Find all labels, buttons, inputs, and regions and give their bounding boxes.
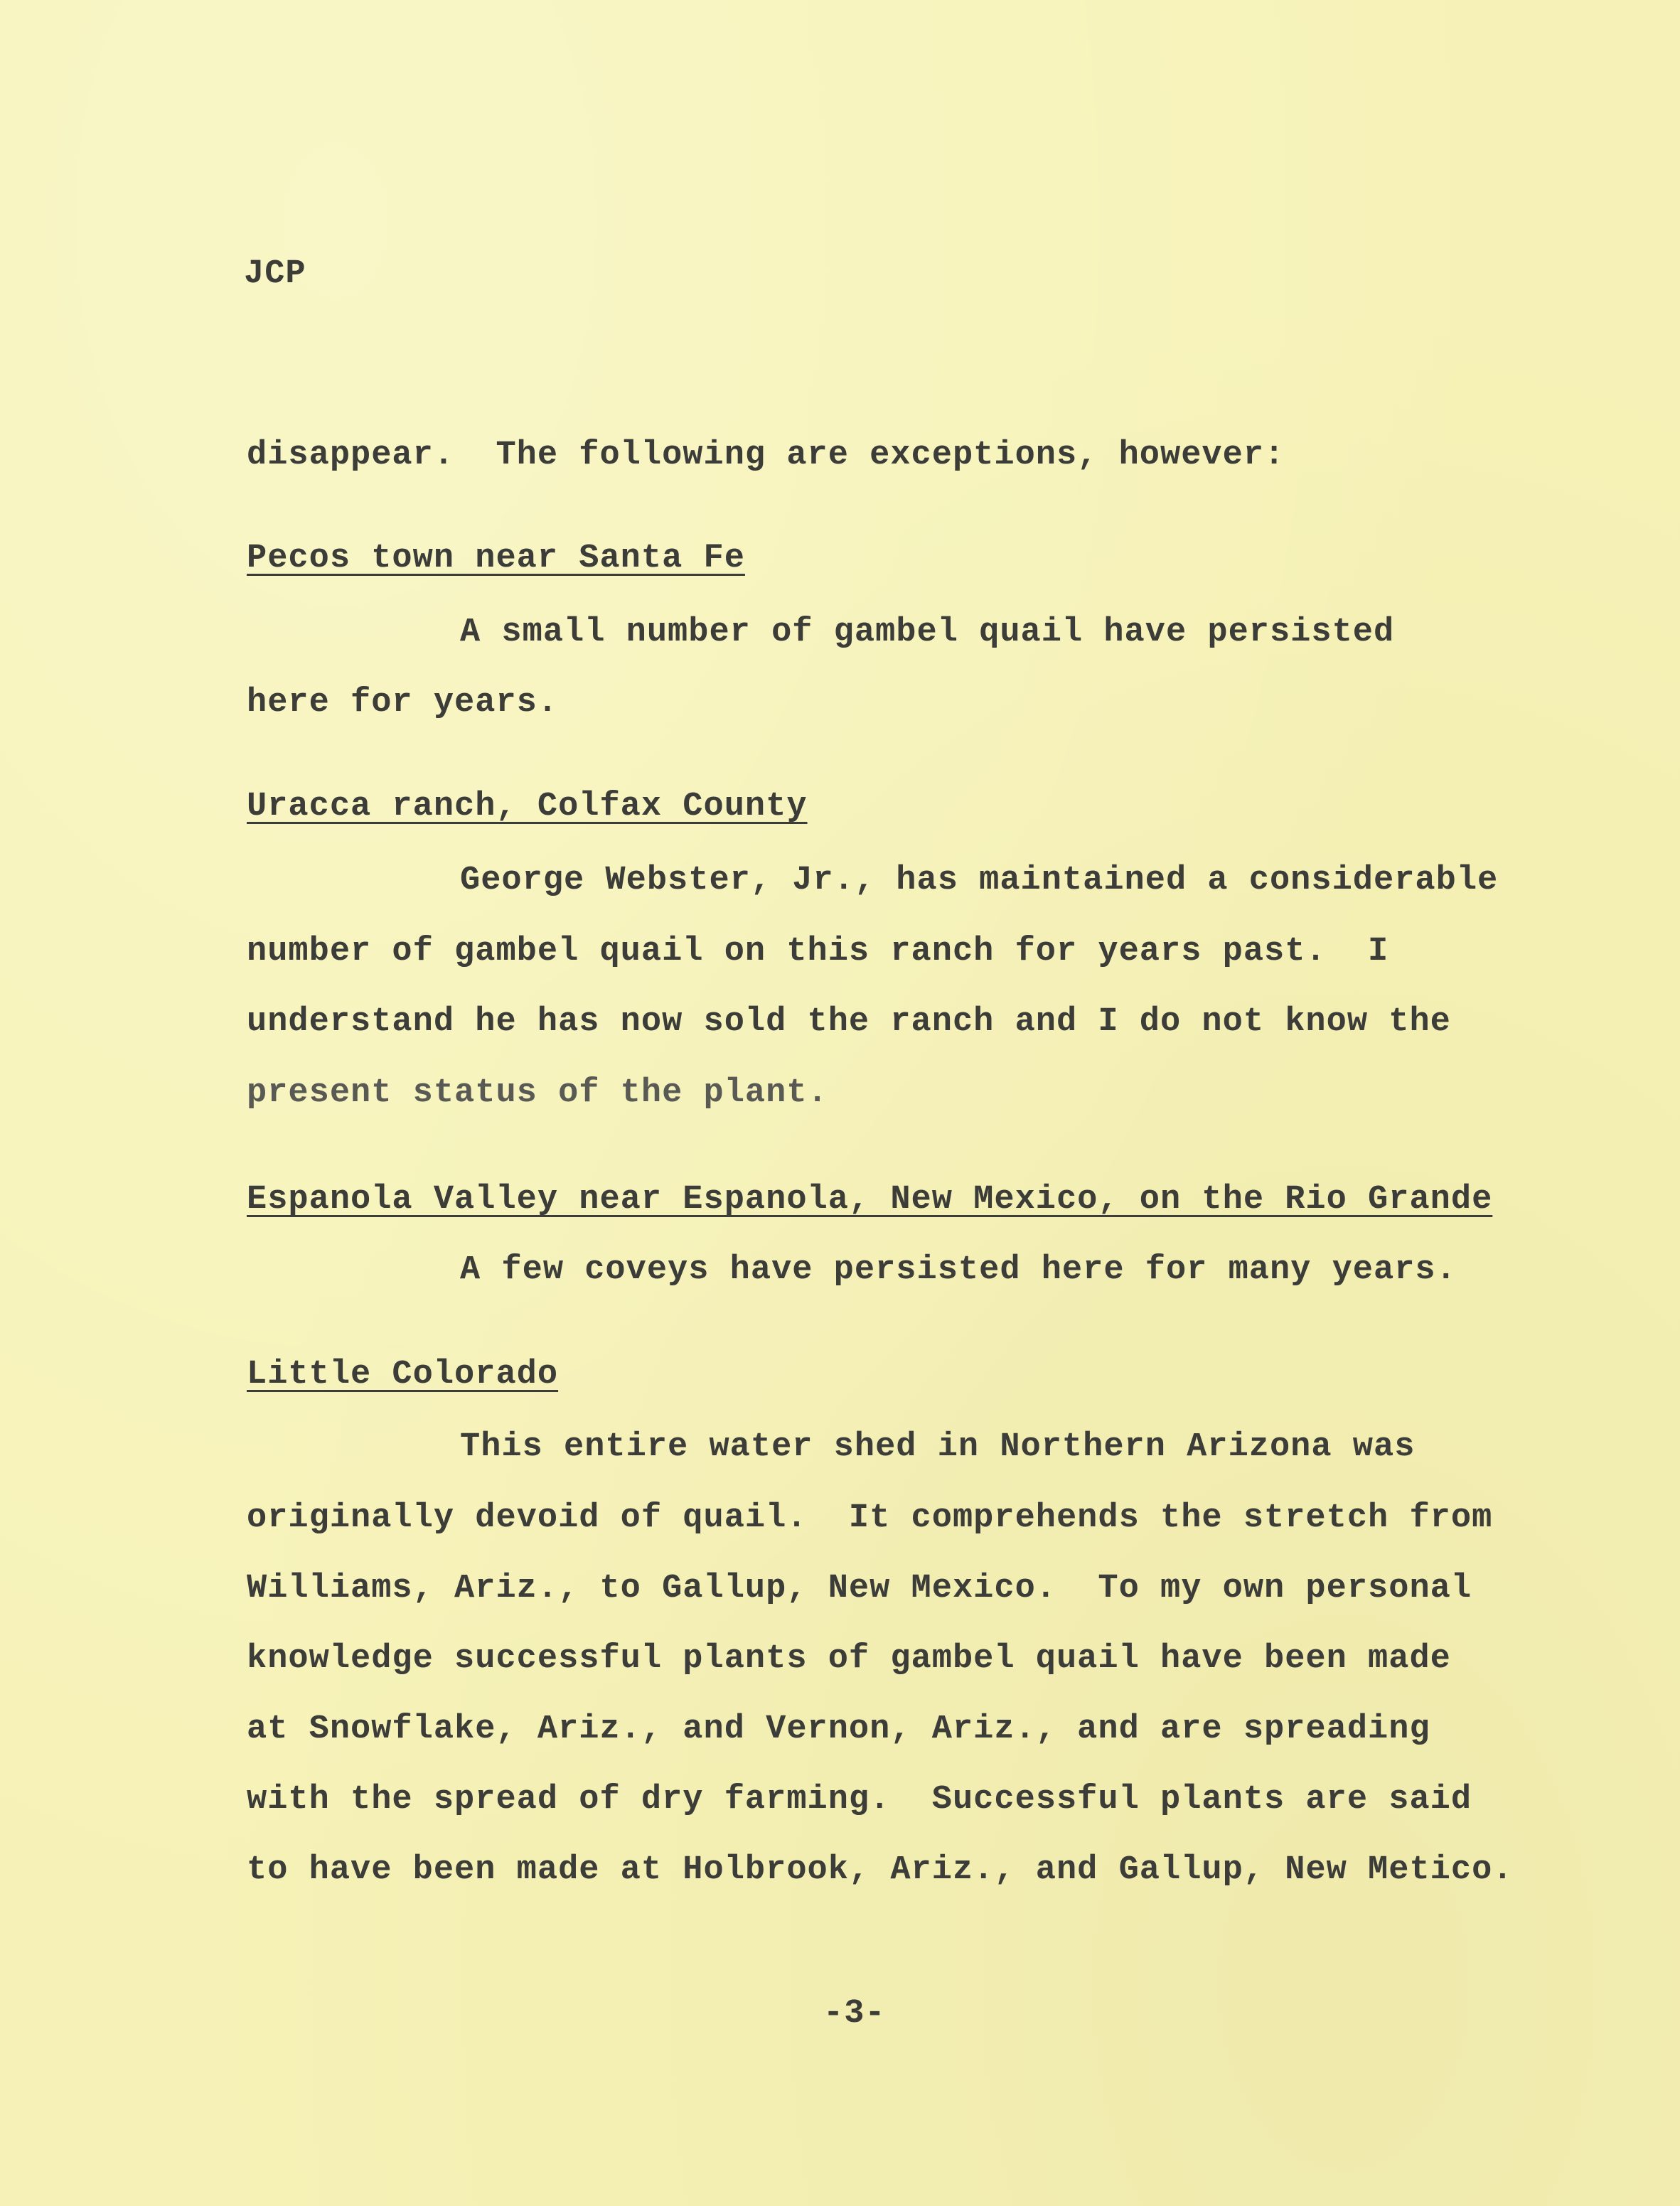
section-line: George Webster, Jr., has maintained a considerable (460, 862, 1499, 899)
section-line: A small number of gambel quail have persisted (460, 614, 1395, 651)
section-line: A few coveys have persisted here for many years. (460, 1251, 1457, 1289)
section-line: present status of the plant. (247, 1074, 828, 1112)
section-line: This entire water shed in Northern Arizona was (460, 1428, 1416, 1466)
page-number: -3- (823, 1995, 886, 2033)
section-heading-pecos: Pecos town near Santa Fe (247, 540, 745, 577)
intro-line: disappear. The following are exceptions, however: (247, 437, 1285, 474)
header-initials: JCP (244, 255, 306, 293)
section-line: originally devoid of quail. It comprehends the stretch from (247, 1499, 1493, 1537)
section-line: number of gambel quail on this ranch for years past. I (247, 933, 1389, 970)
section-heading-little-colorado: Little Colorado (247, 1356, 559, 1393)
section-line: with the spread of dry farming. Successful plants are said (247, 1781, 1472, 1819)
section-line: at Snowflake, Ariz., and Vernon, Ariz., and are spreading (247, 1710, 1430, 1748)
section-line: understand he has now sold the ranch and I do not know the (247, 1003, 1451, 1041)
section-heading-espanola: Espanola Valley near Espanola, New Mexico, on the Rio Grande (247, 1181, 1493, 1219)
section-line: knowledge successful plants of gambel quail have been made (247, 1640, 1451, 1678)
section-heading-uracca: Uracca ranch, Colfax County (247, 788, 808, 825)
section-line: Williams, Ariz., to Gallup, New Mexico. To my own personal (247, 1570, 1472, 1607)
section-line: here for years. (247, 684, 559, 722)
section-line: to have been made at Holbrook, Ariz., and Gallup, New Metico. (247, 1851, 1514, 1889)
